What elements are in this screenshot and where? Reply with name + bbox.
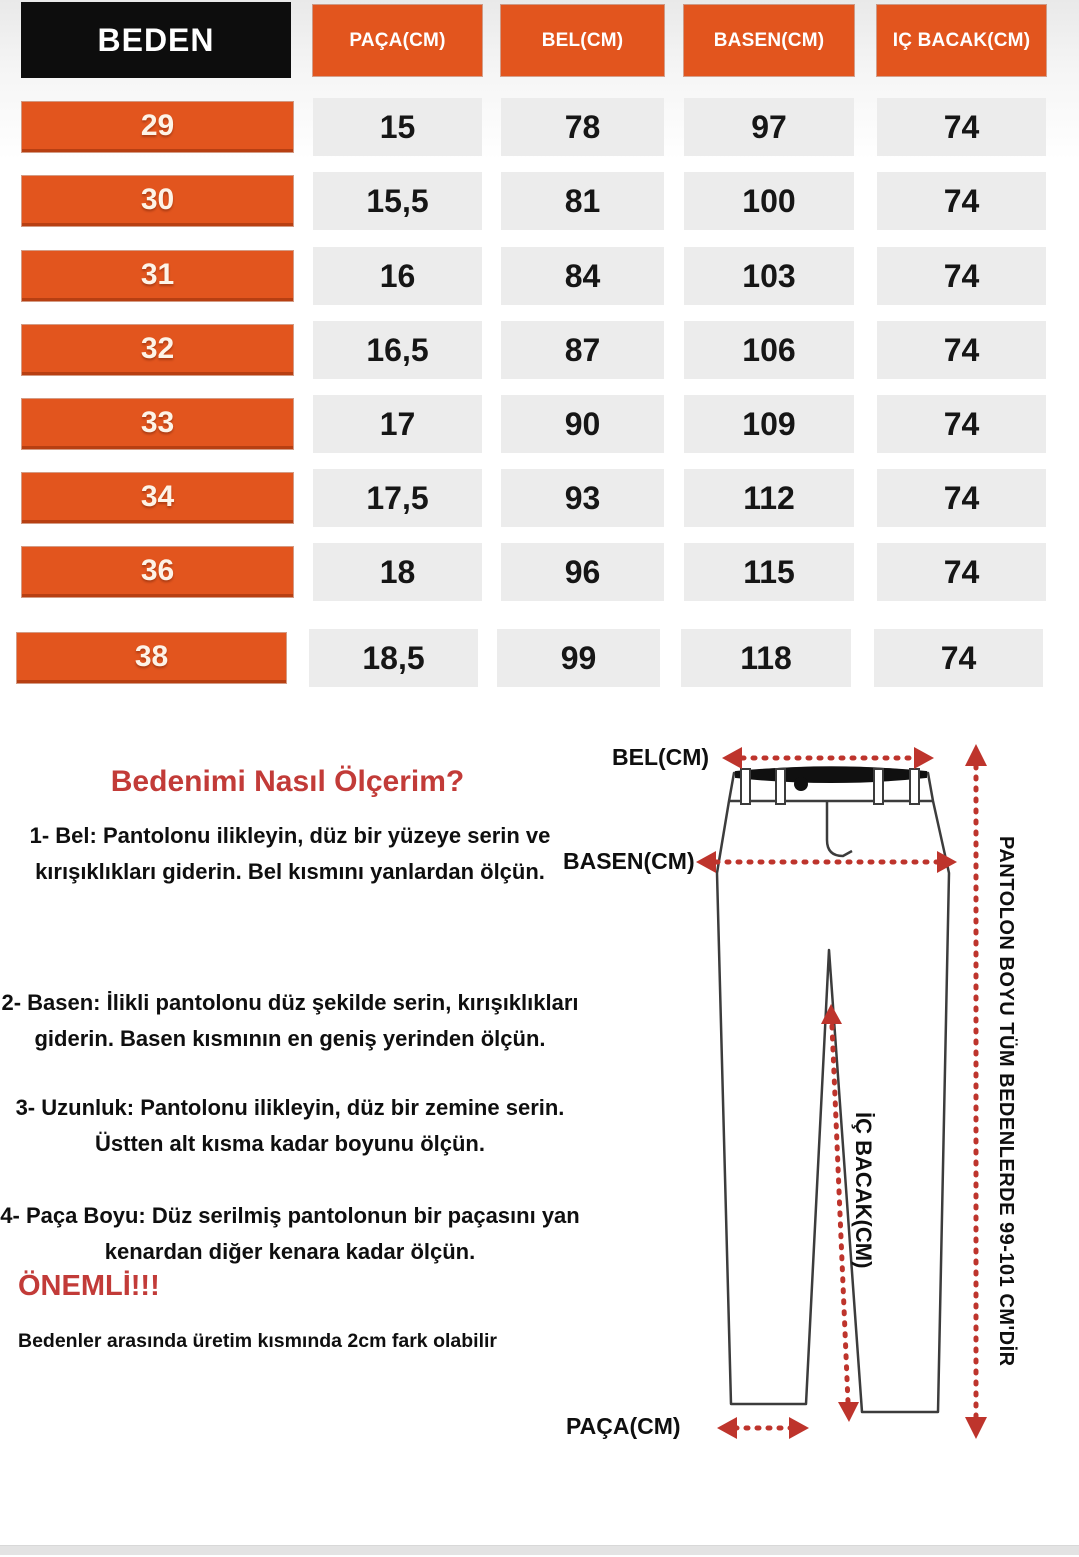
value-cell: 74	[877, 469, 1046, 527]
pants-length-arrow	[965, 744, 987, 1439]
value-cell: 96	[501, 543, 664, 601]
diagram-label-ic-bacak: İÇ BACAK(CM)	[851, 1112, 876, 1269]
value-cell: 78	[501, 98, 664, 156]
value-cell: 100	[684, 172, 854, 230]
column-header-beden: BEDEN	[21, 2, 291, 78]
column-header-bel: BEL(CM)	[501, 5, 664, 76]
size-cell: 34	[22, 473, 293, 523]
tolerance-note: Bedenler arasında üretim kısmında 2cm fark olabilir	[17, 1330, 498, 1352]
size-cell: 33	[22, 399, 293, 449]
value-cell: 74	[877, 247, 1046, 305]
diagram-label-basen: BASEN(CM)	[563, 848, 695, 874]
size-cell: 38	[17, 633, 286, 683]
belt-loop	[741, 769, 750, 804]
value-cell: 87	[501, 321, 664, 379]
instruction-step-bel: 1- Bel: Pantolonu ilikleyin, düz bir yüzeye serin ve kırışıklıkları giderin. Bel kısmını yanlardan ölçün.	[29, 823, 551, 884]
waistband-belt-strip	[736, 768, 926, 783]
column-header-paca: PAÇA(CM)	[313, 5, 482, 76]
belt-loop	[776, 769, 785, 804]
diagram-label-paca: PAÇA(CM)	[566, 1413, 681, 1439]
value-cell: 115	[684, 543, 854, 601]
value-cell: 18	[313, 543, 482, 601]
diagram-label-pants-length: PANTOLON BOYU TÜM BEDENLERDE 99-101 CM'DİR	[995, 836, 1017, 1367]
value-cell: 90	[501, 395, 664, 453]
waist-button	[794, 777, 808, 791]
value-cell: 81	[501, 172, 664, 230]
belt-loop	[874, 769, 883, 804]
value-cell: 15	[313, 98, 482, 156]
value-cell: 17	[313, 395, 482, 453]
instruction-step-uzunluk: 3- Uzunluk: Pantolonu ilikleyin, düz bir zemine serin. Üstten alt kısma kadar boyunu ölçün.	[15, 1095, 565, 1156]
paca-arrow	[717, 1417, 809, 1439]
value-cell: 15,5	[313, 172, 482, 230]
size-cell: 36	[22, 547, 293, 597]
value-cell: 118	[681, 629, 851, 687]
column-header-ic-bacak: IÇ BACAK(CM)	[877, 5, 1046, 76]
value-cell: 84	[501, 247, 664, 305]
value-cell: 109	[684, 395, 854, 453]
bel-arrow	[722, 747, 934, 769]
value-cell: 17,5	[313, 469, 482, 527]
value-cell: 106	[684, 321, 854, 379]
size-cell: 30	[22, 176, 293, 226]
instruction-step-paca: 4- Paça Boyu: Düz serilmiş pantolonun bir paçasını yan kenardan diğer kenara kadar ölçün.	[0, 1203, 580, 1264]
important-warning: ÖNEMLİ!!!	[18, 1270, 160, 1302]
value-cell: 74	[877, 172, 1046, 230]
instructions-title: Bedenimi Nasıl Ölçerim?	[110, 765, 465, 798]
size-cell: 31	[22, 251, 293, 301]
value-cell: 74	[874, 629, 1043, 687]
value-cell: 18,5	[309, 629, 478, 687]
value-cell: 112	[684, 469, 854, 527]
diagram-label-bel: BEL(CM)	[612, 744, 710, 770]
value-cell: 16	[313, 247, 482, 305]
size-cell: 32	[22, 325, 293, 375]
column-header-basen: BASEN(CM)	[684, 5, 854, 76]
value-cell: 74	[877, 543, 1046, 601]
size-cell: 29	[22, 102, 293, 152]
value-cell: 16,5	[313, 321, 482, 379]
value-cell: 99	[497, 629, 660, 687]
value-cell: 74	[877, 321, 1046, 379]
value-cell: 74	[877, 395, 1046, 453]
value-cell: 74	[877, 98, 1046, 156]
value-cell: 93	[501, 469, 664, 527]
instruction-step-basen: 2- Basen: İlikli pantolonu düz şekilde serin, kırışıklıkları giderin. Basen kısmının en geniş yerinden ölçün.	[1, 990, 579, 1051]
bottom-divider	[0, 1545, 1079, 1555]
value-cell: 97	[684, 98, 854, 156]
value-cell: 103	[684, 247, 854, 305]
belt-loop	[910, 769, 919, 804]
